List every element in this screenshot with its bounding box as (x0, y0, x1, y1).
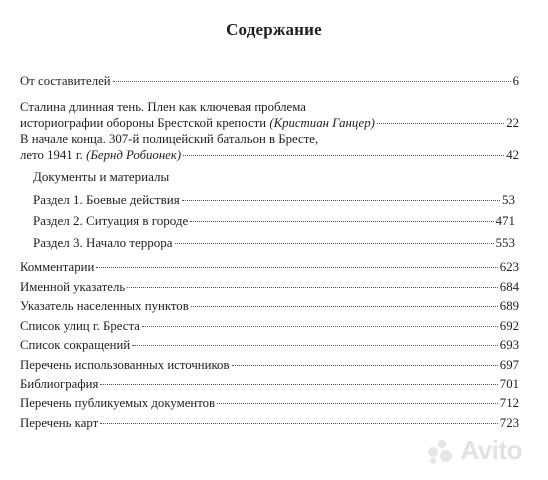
dot-leader (191, 306, 498, 307)
toc-entry-title-line: В начале конца. 307-й полицейский батальон в Бресте, (20, 132, 319, 146)
dot-leader (217, 403, 498, 404)
toc-page-number: 693 (499, 338, 519, 352)
toc-entry-title: Библиография (20, 377, 99, 391)
toc-page-number: 684 (499, 280, 519, 294)
avito-watermark (426, 435, 522, 466)
toc-entry-title-line (20, 115, 375, 131)
avito-logo-icon (426, 438, 454, 464)
toc-entry-title: Раздел 3. Начало террора (33, 235, 173, 250)
toc-entry-title: Указатель населенных пунктов (20, 299, 189, 313)
toc-entry (20, 279, 519, 295)
toc-entry (20, 73, 519, 89)
toc-page-number: 471 (495, 213, 515, 228)
toc-entry-title: Перечень карт (20, 416, 99, 430)
toc-entry (20, 376, 519, 392)
dot-leader (127, 287, 498, 288)
dot-leader (232, 365, 498, 366)
toc-page-number: 723 (499, 416, 519, 430)
toc-entry (33, 235, 515, 251)
dot-leader (96, 267, 497, 268)
toc-entry-title: Перечень публикуемых документов (20, 396, 216, 410)
toc-entry-title-line-text: историографии обороны Брестской крепости (20, 116, 267, 130)
dot-leader (142, 326, 498, 327)
dot-leader (377, 123, 504, 124)
toc-page-number: 6 (512, 74, 519, 88)
toc-entry-title: Комментарии (20, 260, 95, 274)
toc-entry-title: Перечень использованных источников (20, 358, 230, 372)
toc-page-number: 697 (499, 358, 519, 372)
dot-leader (100, 384, 497, 385)
toc-page-number: 42 (506, 148, 519, 162)
page-title: Содержание (226, 20, 322, 39)
toc-entry-author: (Бернд Робионек) (86, 148, 182, 162)
toc-entry (20, 415, 519, 431)
dot-leader (182, 200, 500, 201)
toc-entry-title-line-text: лето 1941 г. (20, 148, 83, 162)
toc-entry-author: (Кристиан Ганцер) (269, 116, 375, 130)
toc-page-number: 22 (506, 116, 519, 130)
dot-leader (132, 345, 498, 346)
toc-entry-title: Список сокращений (20, 338, 131, 352)
dot-leader (113, 81, 511, 82)
toc-entry (20, 318, 519, 334)
dot-leader (100, 423, 498, 424)
toc-entry (20, 298, 519, 314)
toc-entry-title: Раздел 1. Боевые действия (33, 192, 180, 207)
toc-page-number: 692 (499, 319, 519, 333)
toc-entry (20, 259, 519, 275)
toc-entry (20, 357, 519, 373)
avito-watermark-text: Avito (460, 435, 522, 465)
toc-page-number: 553 (495, 235, 515, 250)
toc-page-number: 689 (499, 299, 519, 313)
toc-entry (20, 99, 519, 131)
toc-entry-title: От составителей (20, 74, 111, 88)
toc-entry (20, 337, 519, 353)
dot-leader (175, 243, 494, 244)
toc-entry-title: Список улиц г. Бреста (20, 319, 140, 333)
dot-leader (183, 155, 504, 156)
toc-page-number: 712 (499, 396, 519, 410)
toc-page-number: 623 (499, 260, 519, 274)
toc-page-number: 53 (502, 192, 515, 207)
documents-section-header: Документы и материалы (33, 169, 170, 184)
toc-entry (33, 192, 515, 208)
toc-entry-title: Раздел 2. Ситуация в городе (33, 213, 189, 228)
toc-entry (33, 213, 515, 229)
toc-entry (20, 131, 519, 163)
toc-entry-title-line: Сталина длинная тень. Плен как ключевая проблема (20, 100, 306, 114)
toc-entry-title: Именной указатель (20, 280, 126, 294)
toc-page-number: 701 (499, 377, 519, 391)
toc-entry (20, 395, 519, 411)
dot-leader (190, 221, 493, 222)
toc-entry-title-line (20, 147, 181, 163)
